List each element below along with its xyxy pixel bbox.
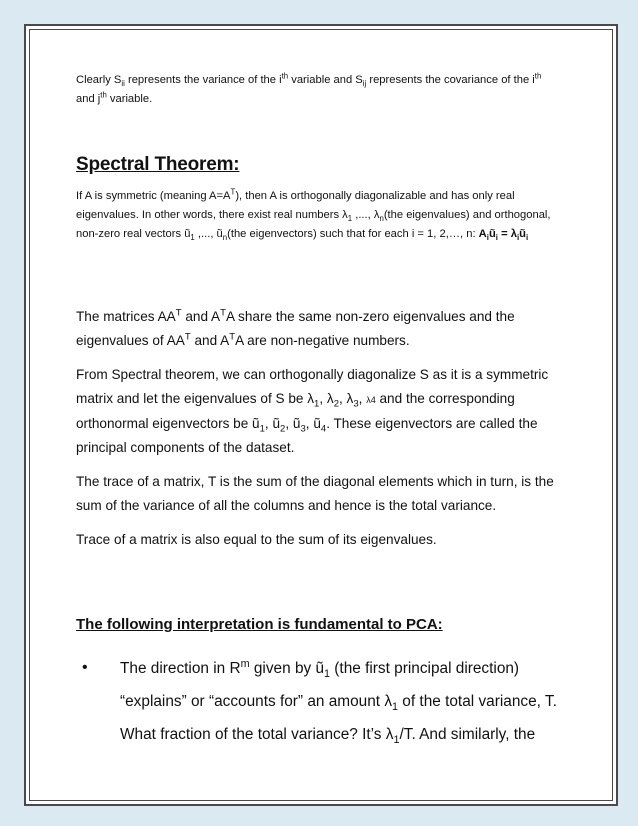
paragraph-trace-eigen: Trace of a matrix is also equal to the sum of its eigenvalues. [76,532,437,547]
paragraph-trace: The trace of a matrix, T is the sum of the diagonal elements which in turn, is the sum of the variance of all the columns and hence is the total variance. [76,474,554,513]
eigen-equation: $A_iũ_i$ = $\lambda_iũ_i$ [478,228,529,243]
list-item [76,652,576,751]
body-paragraphs [76,305,576,563]
interpretation-heading: The following interpretation is fundamental to PCA: [76,616,443,633]
intro-line-2: and $j^{th}$ variable. [76,90,153,105]
bullet-icon: • [82,659,88,676]
bullet-text: The direction in $R^m$ given by $ũ_1$ (the first principal direction) “explains” or “accounts for” an amount $\lambda_1$ of the total variance, T. What fraction of the total variance? It’s $\lambda_1/T$. And similarly, the [120,657,557,747]
spectral-theorem-text: If A is symmetric (meaning $A=A^T$), then A is orthogonally diagonalizable and has only real eigenvalues. In other words, there exist real numbers $\lambda_1$ ,..., $\lambda_n(the$ eigenvalues) and orthogonal, non-zero real vectors $ũ_1$ ,..., $ũ_n(the$ eigenvectors) such that for each i = 1, 2,…, n: $A_iũ_i$ = $\lambda_iũ_i$ [76,187,551,243]
paragraph-spectral-application: From Spectral theorem, we can orthogonally diagonalize S as it is a symmetric matrix and let the eigenvalues of S be $\lambda_1$, $\lambda_2$, $\lambda_3$, λ4 and the corresponding orthonormal eigenvectors be $ũ_1$, $ũ_2$, $ũ_3$, $ũ_4$. These eigenvectors are called the principal components of the dataset. [76,367,549,455]
spectral-theorem-heading: Spectral Theorem: [76,154,240,175]
paragraph-matrices: The matrices $AA^T$ and $A^TA$ share the same non-zero eigenvalues and the eigenvalues of $AA^T$ and $A^TA$ are non-negative numbers. [76,307,515,348]
intro-line-1: Clearly $S_{ii}$ represents the variance of the $i^{th}$ variable and $S_{ij}$ represents the covariance of the $i^{th}$ [76,71,542,89]
page-border-frame [24,24,618,806]
intro-paragraph [76,71,576,109]
